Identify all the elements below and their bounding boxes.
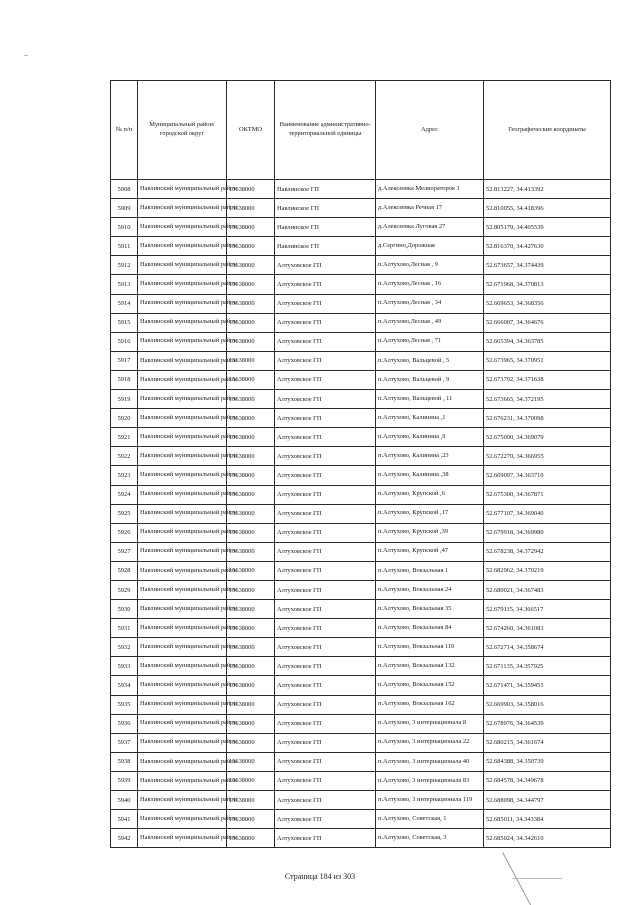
cell-address: п.Алтухово, Вокзальная 110 bbox=[376, 638, 484, 657]
cell-district: Навлинский муниципальный район bbox=[138, 370, 227, 389]
cell-unit: Навлинское ГП bbox=[275, 237, 376, 256]
cell-oktmo: 15638000 bbox=[227, 657, 275, 676]
page-footer: Страница 184 из 303 bbox=[284, 872, 356, 881]
cell-address: п.Алтухово, Крупской ,6 bbox=[376, 485, 484, 504]
cell-coords: 52.675090, 34.369079 bbox=[484, 428, 611, 447]
cell-address: д.Сергино,Дорожная bbox=[376, 237, 484, 256]
table-row bbox=[111, 523, 611, 542]
header-num: № п/п bbox=[111, 81, 138, 180]
cell-unit: Алтуховское ГП bbox=[275, 504, 376, 523]
cell-oktmo: 15638000 bbox=[227, 275, 275, 294]
cell-coords: 52.669903, 34.358016 bbox=[484, 695, 611, 714]
table-row bbox=[111, 180, 611, 199]
cell-unit: Алтуховское ГП bbox=[275, 294, 376, 313]
table-row bbox=[111, 218, 611, 237]
cell-coords: 52.673792, 34.371638 bbox=[484, 370, 611, 389]
cell-oktmo: 15638000 bbox=[227, 351, 275, 370]
table-row bbox=[111, 370, 611, 389]
cell-oktmo: 15638000 bbox=[227, 695, 275, 714]
cell-unit: Алтуховское ГП bbox=[275, 561, 376, 580]
cell-address: д.Алексеевка Мелиораторов 1 bbox=[376, 180, 484, 199]
cell-unit: Алтуховское ГП bbox=[275, 523, 376, 542]
cell-address: п.Алтухово,Лесная , 16 bbox=[376, 275, 484, 294]
cell-number: 5909 bbox=[111, 199, 138, 218]
cell-address: п.Алтухово, Вокзальная 162 bbox=[376, 695, 484, 714]
cell-number: 5918 bbox=[111, 370, 138, 389]
cell-address: п.Алтухово, 3 интернационала 8 bbox=[376, 714, 484, 733]
cell-coords: 52.669653, 34.368356 bbox=[484, 294, 611, 313]
cell-address: п.Алтухово, Вокзальная 84 bbox=[376, 619, 484, 638]
cell-address: п.Алтухово, Вокзальная 152 bbox=[376, 676, 484, 695]
cell-district: Навлинский муниципальный район bbox=[138, 771, 227, 790]
cell-coords: 52.805179, 34.405539 bbox=[484, 218, 611, 237]
cell-number: 5930 bbox=[111, 600, 138, 619]
cell-oktmo: 15638000 bbox=[227, 180, 275, 199]
cell-number: 5936 bbox=[111, 714, 138, 733]
cell-address: п.Алтухово,Лесная , 34 bbox=[376, 294, 484, 313]
table-row bbox=[111, 313, 611, 332]
table-row bbox=[111, 199, 611, 218]
cell-number: 5922 bbox=[111, 447, 138, 466]
cell-address: п.Алтухово, Вокзальная 35 bbox=[376, 600, 484, 619]
cell-district: Навлинский муниципальный район bbox=[138, 791, 227, 810]
cell-coords: 52.671471, 34.359451 bbox=[484, 676, 611, 695]
cell-coords: 52.673665, 34.372195 bbox=[484, 390, 611, 409]
cell-district: Навлинский муниципальный район bbox=[138, 199, 227, 218]
table-row bbox=[111, 638, 611, 657]
cell-address: п.Алтухово, Вокзальная 132 bbox=[376, 657, 484, 676]
cell-district: Навлинский муниципальный район bbox=[138, 676, 227, 695]
cell-number: 5938 bbox=[111, 752, 138, 771]
cell-address: п.Алтухово,Лесная , 9 bbox=[376, 256, 484, 275]
cell-address: п.Алтухово, Вальцевой , 9 bbox=[376, 370, 484, 389]
cell-unit: Алтуховское ГП bbox=[275, 370, 376, 389]
cell-address: д.Алексеевка Луговая 27 bbox=[376, 218, 484, 237]
table-body bbox=[111, 180, 611, 848]
table-row bbox=[111, 485, 611, 504]
cell-number: 5910 bbox=[111, 218, 138, 237]
cell-address: п.Алтухово, 3 интернационала 119 bbox=[376, 791, 484, 810]
cell-number: 5937 bbox=[111, 733, 138, 752]
cell-address: п.Алтухово, Калинина ,1 bbox=[376, 409, 484, 428]
table-row bbox=[111, 409, 611, 428]
cell-unit: Алтуховское ГП bbox=[275, 580, 376, 599]
cell-oktmo: 15638000 bbox=[227, 504, 275, 523]
cell-district: Навлинский муниципальный район bbox=[138, 351, 227, 370]
cell-number: 5925 bbox=[111, 504, 138, 523]
cell-district: Навлинский муниципальный район bbox=[138, 561, 227, 580]
table-row bbox=[111, 294, 611, 313]
cell-oktmo: 15638000 bbox=[227, 791, 275, 810]
cell-number: 5915 bbox=[111, 313, 138, 332]
cell-district: Навлинский муниципальный район bbox=[138, 504, 227, 523]
cell-number: 5942 bbox=[111, 829, 138, 848]
table-row bbox=[111, 466, 611, 485]
cell-oktmo: 15638000 bbox=[227, 580, 275, 599]
cell-unit: Алтуховское ГП bbox=[275, 390, 376, 409]
cell-number: 5913 bbox=[111, 275, 138, 294]
header-coords: Географические координаты bbox=[484, 81, 611, 180]
cell-number: 5926 bbox=[111, 523, 138, 542]
cell-district: Навлинский муниципальный район bbox=[138, 428, 227, 447]
cell-number: 5929 bbox=[111, 580, 138, 599]
cell-coords: 52.680215, 34.361674 bbox=[484, 733, 611, 752]
cell-number: 5940 bbox=[111, 791, 138, 810]
cell-coords: 52.813227, 34.413392 bbox=[484, 180, 611, 199]
cell-number: 5920 bbox=[111, 409, 138, 428]
cell-number: 5924 bbox=[111, 485, 138, 504]
cell-address: п.Алтухово, Калинина ,9 bbox=[376, 428, 484, 447]
cell-coords: 52.677107, 34.369040 bbox=[484, 504, 611, 523]
cell-unit: Алтуховское ГП bbox=[275, 447, 376, 466]
table-row bbox=[111, 428, 611, 447]
table-row bbox=[111, 390, 611, 409]
table-row bbox=[111, 695, 611, 714]
cell-district: Навлинский муниципальный район bbox=[138, 829, 227, 848]
cell-oktmo: 15638000 bbox=[227, 256, 275, 275]
table-row bbox=[111, 580, 611, 599]
cell-oktmo: 15638000 bbox=[227, 600, 275, 619]
cell-address: п.Алтухово, Вальцевой , 5 bbox=[376, 351, 484, 370]
cell-coords: 52.682962, 34.370219 bbox=[484, 561, 611, 580]
cell-oktmo: 15638000 bbox=[227, 390, 275, 409]
header-oktmo: ОКТМО bbox=[227, 81, 275, 180]
cell-address: п.Алтухово, Советская, 3 bbox=[376, 829, 484, 848]
cell-coords: 52.678238, 34.372942 bbox=[484, 542, 611, 561]
cell-unit: Алтуховское ГП bbox=[275, 275, 376, 294]
cell-address: п.Алтухово, Крупской ,17 bbox=[376, 504, 484, 523]
table-row bbox=[111, 561, 611, 580]
table-row bbox=[111, 275, 611, 294]
table-row bbox=[111, 447, 611, 466]
cell-oktmo: 15638000 bbox=[227, 733, 275, 752]
cell-district: Навлинский муниципальный район bbox=[138, 466, 227, 485]
cell-district: Навлинский муниципальный район bbox=[138, 695, 227, 714]
cell-unit: Алтуховское ГП bbox=[275, 752, 376, 771]
cell-coords: 52.672714, 34.358674 bbox=[484, 638, 611, 657]
table-row bbox=[111, 791, 611, 810]
cell-unit: Алтуховское ГП bbox=[275, 466, 376, 485]
cell-coords: 52.671968, 34.370813 bbox=[484, 275, 611, 294]
cell-district: Навлинский муниципальный район bbox=[138, 542, 227, 561]
cell-oktmo: 15638000 bbox=[227, 714, 275, 733]
cell-number: 5931 bbox=[111, 619, 138, 638]
table-row bbox=[111, 351, 611, 370]
cell-number: 5939 bbox=[111, 771, 138, 790]
cell-coords: 52.671135, 34.357925 bbox=[484, 657, 611, 676]
cell-unit: Алтуховское ГП bbox=[275, 733, 376, 752]
cell-oktmo: 15638000 bbox=[227, 542, 275, 561]
cell-district: Навлинский муниципальный район bbox=[138, 218, 227, 237]
cell-oktmo: 15638000 bbox=[227, 810, 275, 829]
cell-district: Навлинский муниципальный район bbox=[138, 237, 227, 256]
cell-unit: Алтуховское ГП bbox=[275, 600, 376, 619]
cell-oktmo: 15638000 bbox=[227, 523, 275, 542]
cell-coords: 52.688098, 34.344797 bbox=[484, 791, 611, 810]
cell-district: Навлинский муниципальный район bbox=[138, 600, 227, 619]
table-row bbox=[111, 332, 611, 351]
cell-oktmo: 15638000 bbox=[227, 370, 275, 389]
cell-number: 5934 bbox=[111, 676, 138, 695]
header-district: Муниципальный район/городской округ bbox=[138, 81, 227, 180]
cell-coords: 52.685011, 34.343384 bbox=[484, 810, 611, 829]
cell-unit: Алтуховское ГП bbox=[275, 829, 376, 848]
cell-unit: Алтуховское ГП bbox=[275, 351, 376, 370]
cell-address: п.Алтухово, Крупской ,39 bbox=[376, 523, 484, 542]
cell-district: Навлинский муниципальный район bbox=[138, 409, 227, 428]
cell-address: п.Алтухово, 3 интернационала 22 bbox=[376, 733, 484, 752]
cell-unit: Алтуховское ГП bbox=[275, 676, 376, 695]
cell-coords: 52.674260, 34.361083 bbox=[484, 619, 611, 638]
cell-oktmo: 15638000 bbox=[227, 294, 275, 313]
cell-unit: Алтуховское ГП bbox=[275, 771, 376, 790]
cell-oktmo: 15638000 bbox=[227, 447, 275, 466]
cell-number: 5911 bbox=[111, 237, 138, 256]
cell-address: п.Алтухово, Вокзальная 1 bbox=[376, 561, 484, 580]
table-row bbox=[111, 733, 611, 752]
cell-coords: 52.666007, 34.364676 bbox=[484, 313, 611, 332]
cell-oktmo: 15638000 bbox=[227, 237, 275, 256]
cell-district: Навлинский муниципальный район bbox=[138, 447, 227, 466]
table-row bbox=[111, 657, 611, 676]
scan-mark bbox=[24, 55, 28, 56]
cell-number: 5919 bbox=[111, 390, 138, 409]
cell-oktmo: 15638000 bbox=[227, 638, 275, 657]
cell-oktmo: 15638000 bbox=[227, 485, 275, 504]
table-row bbox=[111, 504, 611, 523]
cell-district: Навлинский муниципальный район bbox=[138, 294, 227, 313]
cell-coords: 52.684578, 34.349678 bbox=[484, 771, 611, 790]
cell-district: Навлинский муниципальный район bbox=[138, 485, 227, 504]
cell-unit: Алтуховское ГП bbox=[275, 409, 376, 428]
cell-unit: Алтуховское ГП bbox=[275, 485, 376, 504]
cell-address: д.Алексеевка Речная 17 bbox=[376, 199, 484, 218]
cell-coords: 52.684388, 34.350739 bbox=[484, 752, 611, 771]
cell-number: 5923 bbox=[111, 466, 138, 485]
cell-address: п.Алтухово, Калинина ,23 bbox=[376, 447, 484, 466]
cell-number: 5912 bbox=[111, 256, 138, 275]
cell-number: 5921 bbox=[111, 428, 138, 447]
table-header-row bbox=[111, 81, 611, 180]
cell-oktmo: 15638000 bbox=[227, 409, 275, 428]
cell-district: Навлинский муниципальный район bbox=[138, 390, 227, 409]
cell-address: п.Алтухово, Вокзальная 24 bbox=[376, 580, 484, 599]
cell-oktmo: 15638000 bbox=[227, 428, 275, 447]
cell-coords: 52.665394, 34.363785 bbox=[484, 332, 611, 351]
cell-coords: 52.672270, 34.366955 bbox=[484, 447, 611, 466]
cell-coords: 52.675300, 34.367871 bbox=[484, 485, 611, 504]
cell-unit: Алтуховское ГП bbox=[275, 428, 376, 447]
cell-oktmo: 15638000 bbox=[227, 466, 275, 485]
cell-district: Навлинский муниципальный район bbox=[138, 256, 227, 275]
cell-oktmo: 15638000 bbox=[227, 829, 275, 848]
cell-coords: 52.679918, 34.369980 bbox=[484, 523, 611, 542]
cell-address: п.Алтухово,Лесная , 71 bbox=[376, 332, 484, 351]
table-row bbox=[111, 676, 611, 695]
cell-unit: Навлинское ГП bbox=[275, 218, 376, 237]
cell-number: 5916 bbox=[111, 332, 138, 351]
cell-district: Навлинский муниципальный район bbox=[138, 313, 227, 332]
registry-table bbox=[110, 80, 611, 848]
cell-coords: 52.676231, 34.370098 bbox=[484, 409, 611, 428]
header-address: Адрес bbox=[376, 81, 484, 180]
cell-unit: Алтуховское ГП bbox=[275, 714, 376, 733]
table-row bbox=[111, 600, 611, 619]
cell-number: 5908 bbox=[111, 180, 138, 199]
scan-mark bbox=[512, 878, 562, 879]
header-unit: Наименование административно-территориальной единицы bbox=[275, 81, 376, 180]
cell-coords: 52.673657, 34.374439 bbox=[484, 256, 611, 275]
cell-coords: 52.678976, 34.364539 bbox=[484, 714, 611, 733]
cell-address: п.Алтухово, Крупской ,47 bbox=[376, 542, 484, 561]
cell-number: 5917 bbox=[111, 351, 138, 370]
cell-unit: Алтуховское ГП bbox=[275, 313, 376, 332]
cell-unit: Алтуховское ГП bbox=[275, 810, 376, 829]
cell-address: п.Алтухово, Советская, 1 bbox=[376, 810, 484, 829]
cell-coords: 52.673965, 34.370951 bbox=[484, 351, 611, 370]
cell-unit: Алтуховское ГП bbox=[275, 332, 376, 351]
cell-district: Навлинский муниципальный район bbox=[138, 275, 227, 294]
cell-district: Навлинский муниципальный район bbox=[138, 810, 227, 829]
cell-address: п.Алтухово, Калинина ,38 bbox=[376, 466, 484, 485]
table-row bbox=[111, 714, 611, 733]
cell-district: Навлинский муниципальный район bbox=[138, 332, 227, 351]
cell-unit: Алтуховское ГП bbox=[275, 695, 376, 714]
table-row bbox=[111, 542, 611, 561]
table-row bbox=[111, 256, 611, 275]
cell-coords: 52.685024, 34.342610 bbox=[484, 829, 611, 848]
cell-oktmo: 15638000 bbox=[227, 313, 275, 332]
table-row bbox=[111, 829, 611, 848]
cell-oktmo: 15638000 bbox=[227, 561, 275, 580]
cell-coords: 52.810055, 34.418396 bbox=[484, 199, 611, 218]
cell-unit: Алтуховское ГП bbox=[275, 657, 376, 676]
cell-oktmo: 15638000 bbox=[227, 752, 275, 771]
cell-number: 5932 bbox=[111, 638, 138, 657]
cell-district: Навлинский муниципальный район bbox=[138, 638, 227, 657]
cell-oktmo: 15638000 bbox=[227, 332, 275, 351]
cell-oktmo: 15638000 bbox=[227, 771, 275, 790]
cell-number: 5927 bbox=[111, 542, 138, 561]
table-row bbox=[111, 237, 611, 256]
cell-coords: 52.680021, 34.367483 bbox=[484, 580, 611, 599]
cell-unit: Навлинское ГП bbox=[275, 180, 376, 199]
cell-number: 5933 bbox=[111, 657, 138, 676]
cell-district: Навлинский муниципальный район bbox=[138, 752, 227, 771]
cell-district: Навлинский муниципальный район bbox=[138, 714, 227, 733]
cell-district: Навлинский муниципальный район bbox=[138, 657, 227, 676]
cell-number: 5914 bbox=[111, 294, 138, 313]
cell-number: 5935 bbox=[111, 695, 138, 714]
cell-number: 5928 bbox=[111, 561, 138, 580]
cell-oktmo: 15638000 bbox=[227, 676, 275, 695]
cell-oktmo: 15638000 bbox=[227, 199, 275, 218]
cell-oktmo: 15638000 bbox=[227, 619, 275, 638]
table-row bbox=[111, 752, 611, 771]
cell-unit: Алтуховское ГП bbox=[275, 256, 376, 275]
cell-district: Навлинский муниципальный район bbox=[138, 180, 227, 199]
cell-coords: 52.669097, 34.363710 bbox=[484, 466, 611, 485]
cell-address: п.Алтухово,Лесная , 49 bbox=[376, 313, 484, 332]
cell-district: Навлинский муниципальный район bbox=[138, 733, 227, 752]
table-row bbox=[111, 771, 611, 790]
cell-unit: Алтуховское ГП bbox=[275, 791, 376, 810]
cell-unit: Навлинское ГП bbox=[275, 199, 376, 218]
cell-oktmo: 15638000 bbox=[227, 218, 275, 237]
cell-address: п.Алтухово, Вальцевой , 11 bbox=[376, 390, 484, 409]
cell-district: Навлинский муниципальный район bbox=[138, 523, 227, 542]
cell-address: п.Алтухово, 3 интернационала 40 bbox=[376, 752, 484, 771]
cell-unit: Алтуховское ГП bbox=[275, 542, 376, 561]
cell-coords: 52.816370, 34.427630 bbox=[484, 237, 611, 256]
cell-district: Навлинский муниципальный район bbox=[138, 580, 227, 599]
cell-district: Навлинский муниципальный район bbox=[138, 619, 227, 638]
cell-number: 5941 bbox=[111, 810, 138, 829]
cell-coords: 52.679115, 34.366517 bbox=[484, 600, 611, 619]
table-row bbox=[111, 619, 611, 638]
cell-unit: Алтуховское ГП bbox=[275, 619, 376, 638]
table-row bbox=[111, 810, 611, 829]
cell-address: п.Алтухово, 3 интернационала 83 bbox=[376, 771, 484, 790]
cell-unit: Алтуховское ГП bbox=[275, 638, 376, 657]
